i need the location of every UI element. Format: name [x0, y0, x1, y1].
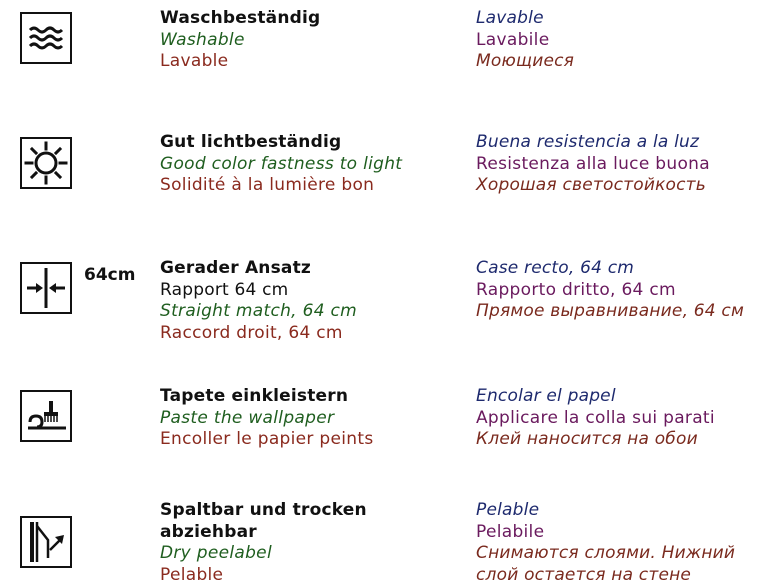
- repeat-length-label: 64cm: [84, 265, 135, 285]
- label-es: Case recto, 64 cm: [476, 258, 744, 280]
- label-de: Spaltbar und trocken: [160, 500, 367, 522]
- label-it: Rapporto dritto, 64 cm: [476, 280, 744, 302]
- paste-brush-icon: [20, 390, 72, 442]
- straight-match-text-es-it-ru: [476, 258, 744, 323]
- label-en: Washable: [160, 30, 320, 52]
- label-fr: Encoller le papier peints: [160, 429, 374, 451]
- label-ru: Клей наносится на обои: [476, 429, 715, 451]
- straight-match-arrows-icon: [20, 262, 72, 314]
- label-en: Straight match, 64 cm: [160, 301, 357, 323]
- paste-text-de-en-fr: [160, 386, 374, 451]
- label-de-continued: abziehbar: [160, 522, 367, 544]
- label-es: Buena resistencia a la luz: [476, 132, 710, 154]
- label-it: Applicare la colla sui parati: [476, 408, 715, 430]
- label-ru: Прямое выравнивание, 64 см: [476, 301, 744, 323]
- label-it: Pelabile: [476, 522, 735, 544]
- washable-waves-icon: [20, 12, 72, 64]
- label-en: Good color fastness to light: [160, 154, 402, 176]
- straight-match-text-de-en-fr: [160, 258, 357, 344]
- label-de: Tapete einkleistern: [160, 386, 374, 408]
- label-de-repeat: Rapport 64 cm: [160, 280, 357, 302]
- label-fr: Pelable: [160, 565, 367, 586]
- label-de: Gerader Ansatz: [160, 258, 357, 280]
- label-ru: Моющиеся: [476, 51, 574, 73]
- label-es: Encolar el papel: [476, 386, 715, 408]
- peelable-text-de-en-fr: [160, 500, 367, 586]
- paste-text-es-it-ru: [476, 386, 715, 451]
- label-es: Lavable: [476, 8, 574, 30]
- label-en: Dry peelabel: [160, 543, 367, 565]
- label-it: Lavabile: [476, 30, 574, 52]
- lightfast-text-es-it-ru: [476, 132, 710, 197]
- label-en: Paste the wallpaper: [160, 408, 374, 430]
- peelable-text-es-it-ru: [476, 500, 735, 586]
- label-ru: Хорошая светостойкость: [476, 175, 710, 197]
- label-ru-continued: слой остается на стене: [476, 565, 735, 586]
- label-fr: Solidité à la lumière bon: [160, 175, 402, 197]
- label-es: Pelable: [476, 500, 735, 522]
- sun-lightfast-icon: [20, 137, 72, 189]
- lightfast-text-de-en-fr: [160, 132, 402, 197]
- peelable-strip-icon: [20, 516, 72, 568]
- label-fr: Lavable: [160, 51, 320, 73]
- label-fr: Raccord droit, 64 cm: [160, 323, 357, 345]
- label-de: Gut lichtbeständig: [160, 132, 402, 154]
- label-de: Waschbeständig: [160, 8, 320, 30]
- washable-text-es-it-ru: [476, 8, 574, 73]
- washable-text-de-en-fr: [160, 8, 320, 73]
- label-ru: Снимаются слоями. Нижний: [476, 543, 735, 565]
- label-it: Resistenza alla luce buona: [476, 154, 710, 176]
